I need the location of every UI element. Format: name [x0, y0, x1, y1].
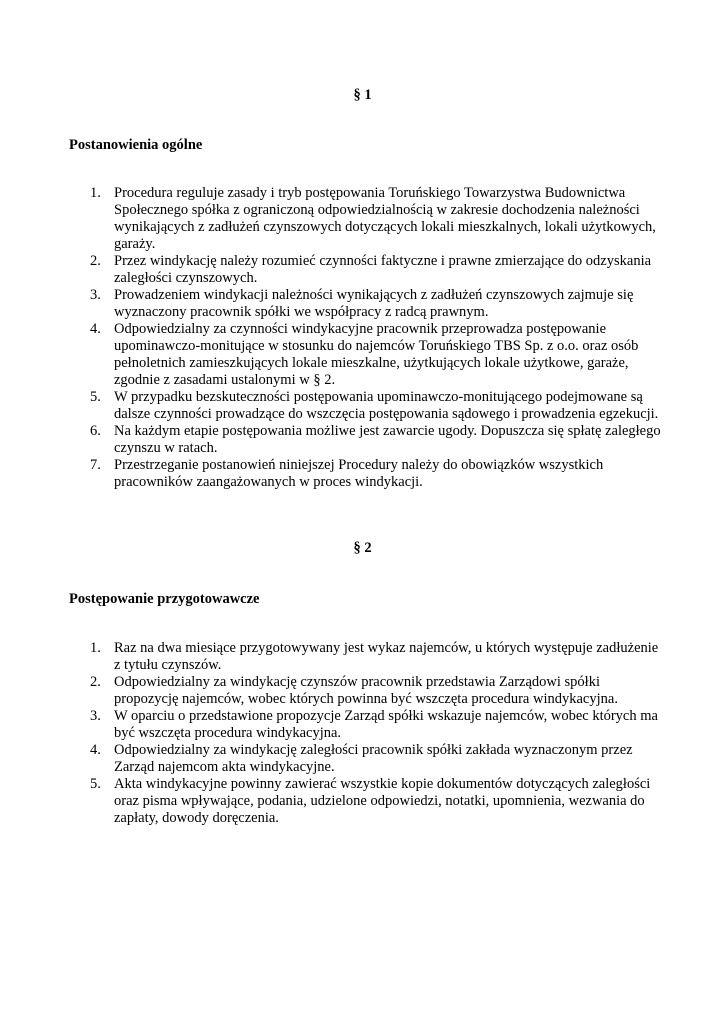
list-item [0, 287, 725, 321]
list-item-number: 1. [90, 640, 101, 656]
list-item [0, 640, 725, 674]
list-item-number: 5. [90, 389, 101, 405]
list-item-number: 2. [90, 253, 101, 269]
list-item-text: Odpowiedzialny za windykację czynszów pracownik przedstawia Zarządowi spółki propozycję najemców, wobec których powinna być wszczęta procedura windykacyjna. [114, 674, 618, 707]
list-item-number: 4. [90, 742, 101, 758]
list-item [0, 423, 725, 457]
list-item [0, 457, 725, 491]
list-item-text: Procedura reguluje zasady i tryb postępowania Toruńskiego Towarzystwa Budownictwa Społecznego spółka z ograniczoną odpowiedzialnością w zakresie dochodzenia należności wynikających z zadłużeń czynszowych dotyczących lokali mieszkalnych, lokali użytkowych, garaży. [114, 185, 656, 252]
section-2-sign: § 2 [353, 540, 372, 556]
list-item-text: Odpowiedzialny za windykację zaległości pracownik spółki zakłada wyznaczonym przez Zarząd najemcom akta windykacyjne. [114, 742, 633, 775]
list-item [0, 321, 725, 389]
list-item-number: 3. [90, 287, 101, 303]
list-item-text: W przypadku bezskuteczności postępowania upominawczo-monitującego podejmowane są dalsze czynności prowadzące do wszczęcia postępowania sądowego i prowadzenia egzekucji. [114, 389, 659, 422]
section-1-title: Postanowienia ogólne [69, 137, 203, 153]
list-item-number: 6. [90, 423, 101, 439]
list-item-text: Na każdym etapie postępowania możliwe jest zawarcie ugody. Dopuszcza się spłatę zaległego czynszu w ratach. [114, 423, 661, 456]
list-item-text: Przez windykację należy rozumieć czynności faktyczne i prawne zmierzające do odzyskania zaległości czynszowych. [114, 253, 652, 286]
list-item-text: Odpowiedzialny za czynności windykacyjne pracownik przeprowadza postępowanie upominawczo-monitujące w stosunku do najemców Toruńskiego TBS Sp. z o.o. oraz osób pełnoletnich zamieszkujących lokale mieszkalne, użytkujących lokale użytkowe, garaże, zgodnie z zasadami ustalonymi w § 2. [114, 321, 639, 388]
list-item-number: 1. [90, 185, 101, 201]
list-item-text: Prowadzeniem windykacji należności wynikających z zadłużeń czynszowych zajmuje się wyznaczony pracownik spółki we współpracy z radcą prawnym. [114, 287, 634, 320]
list-item [0, 389, 725, 423]
section-2-list [0, 640, 725, 827]
list-item-number: 4. [90, 321, 101, 337]
list-item-number: 2. [90, 674, 101, 690]
list-item [0, 185, 725, 253]
list-item-text: Raz na dwa miesiące przygotowywany jest wykaz najemców, u których występuje zadłużenie z tytułu czynszów. [114, 640, 659, 673]
list-item [0, 708, 725, 742]
list-item [0, 674, 725, 708]
list-item [0, 253, 725, 287]
section-2-title: Postępowanie przygotowawcze [69, 591, 260, 607]
list-item [0, 776, 725, 827]
list-item-text: Przestrzeganie postanowień niniejszej Procedury należy do obowiązków wszystkich pracowników zaangażowanych w proces windykacji. [114, 457, 604, 490]
list-item [0, 742, 725, 776]
list-item-number: 5. [90, 776, 101, 792]
list-item-number: 3. [90, 708, 101, 724]
list-item-text: W oparciu o przedstawione propozycje Zarząd spółki wskazuje najemców, wobec których ma być wszczęta procedura windykacyjna. [114, 708, 658, 741]
list-item-text: Akta windykacyjne powinny zawierać wszystkie kopie dokumentów dotyczących zaległości oraz pisma wpływające, podania, udzielone odpowiedzi, notatki, upomnienia, wezwania do zapłaty, dowody doręczenia. [114, 776, 651, 826]
list-item-number: 7. [90, 457, 101, 473]
section-1-sign: § 1 [353, 87, 372, 103]
section-1-list [0, 185, 725, 491]
